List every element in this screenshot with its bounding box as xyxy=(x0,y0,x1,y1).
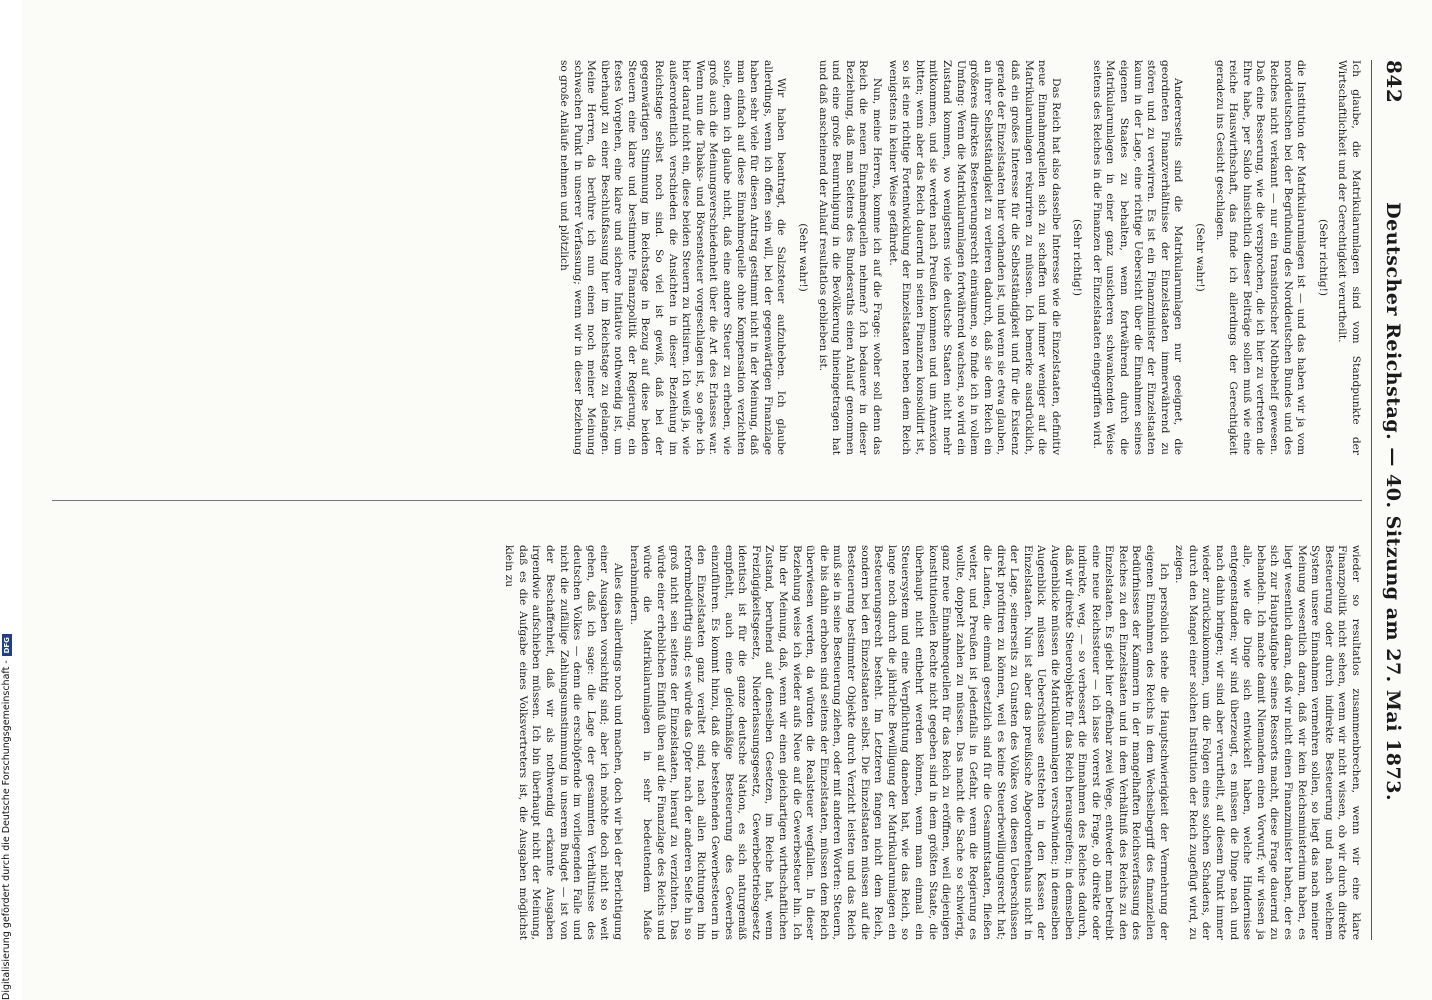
paragraph: Wir haben beantragt, die Salzsteuer aufzuheben. Ich glaube allerdings, wenn ich offen sein will, bei der gegenwärtigen Finanzlage haben sehr viele für diesen Antrag gestimmt nicht in der Meinung, daß man einfach auf diese Einnahmequelle ohne Kompensation verzichten solle, denn ich glaube nicht, daß eine andere Steuer zu erheben, wie groß auch die Meinungsverschiedenheit über die Art des Erlasses war. Wenn nun die Tabaks- und Börsensteuer vorgeschlagen ist, so gehe ich hier darauf nicht ein, diese beiden Steuern zu kritisiren. Ich weiß ja, wie außerordentlich verschieden die Ansichten in dieser Beziehung im Reichstage selbst noch sind. So viel ist gewiß, daß bei der gegenwärtigen Stimmung im Reichstage in Bezug auf diese beiden Steuern eine klare und bestimmte Finanzpolitik der Regierung, ein festes Vorgehen, eine klare und sichere Initiative nothwendig ist, um überhaupt zu einer Beschlußfassung hier im Reichstage zu gelangen. Meine Herren, da berühre ich nun einen noch meiner Meinung schwachen Punkt in unserer Verfassung; wenn wir in dieser Beziehung so große Anläufe nehmen und plötzlich xyxy=(557,60,788,455)
paragraph: wieder so resultatlos zusammenbrechen, wenn wir eine klare Finanzpolitik nicht sehen, wenn wir nicht wissen, ob wir durch direkte Besteuerung oder durch indirekte Besteuerung und nach welchem System unsere Einnahmen vermehren sollen, so liegt das nach meiner Meinung wesentlich daran, daß wir kein Reichsministerium haben, es liegt wesentlich daran, daß wir nicht einen Finanzminister haben, der es sich zur Hauptaufgabe seines Ressorts macht, diese Frage dauernd zu behandeln. Ich mache damit Niemandem einen Vorwurf; wir wissen ja alle, wie die Dinge sich entwickelt haben, welche Hindernisse entgegenstanden; wir sind überzeugt, es müssen die Dinge nach und nach dahin bringen; wir sind aber verurtheilt, auf diesem Punkt immer wieder zurückzukommen, um die Folgen eines solchen Schadens, der durch den Mangel einer solchen Institution der Reich zugefügt wird, zu zeigen. xyxy=(1173,545,1362,940)
paragraph: Nun, meine Herren, komme ich auf die Frage: woher soll denn das Reich die neuen Einnahmequellen nehmen? Ich bedauere in dieser Beziehung, daß man Seitens des Bundesraths einen Anlauf genommen und eine große Beunruhigung in die Bevölkerung hineingetragen hat und daß anscheinend der Anlauf resultatlos geblieben ist. xyxy=(816,60,883,455)
scanned-page xyxy=(22,0,1432,1000)
interjection: (Sehr wahr!) xyxy=(1194,223,1207,292)
running-title: Deutscher Reichstag. — 40. Sitzung am 27. Mai 1873. xyxy=(1382,202,1404,802)
text-column-right xyxy=(52,545,1362,940)
page-number: 842 xyxy=(1382,60,1406,104)
digitization-credit xyxy=(0,610,14,1000)
paragraph: Ich persönlich stehe die Hauptschwierigkeit der Vermehrung der eigenen Einnahmen des Reichs in dem Wechselbegriff des finanziellen Bedürfnisses der Kammern in der mangelhaften Reichsverfassung des Reiches zu den Einzelstaaten und in dem Verhältniß des Reichs zu den Einzelstaaten. Es giebt hier offenbar zwei Wege, entweder man betreibt eine neue Reichssteuer — ich lasse vorerst die Frage, ob direkte oder indirekte, weg, — so verbessert die Einnahmen des Reiches dadurch, daß wir direkte Steuerobjekte für das Reich herausgreifen; in demselben Augenblicke müssen die Matrikularumlagen verschwinden; in demselben Augenblick müssen Ueberschüsse entstehen in den Kassen der Einzelstaaten. Nun ist aber das preußische Abgeordnetenhaus nicht in der Lage, seinerseits zu Gunsten des Volkes von diesen Ueberschüssen direkt profitiren zu können, weil es keine Steuerbewilligungsrecht hat; die Landen, die einmal gesetzlich sind für die Gesammtstaaten, fließen weiter, und Preußen ist jedenfalls in Gefahr, wenn die Regierung es wollte, doppelt zahlen zu müssen. Das macht die Sache so schwierig, ganz neue Einnahmequellen für das Reich zu eröffnen, weil diejenigen konstitutionellen Rechte nicht gegeben sind in dem größten Staate, die überhaupt nicht entbehrt werden können, wenn man einmal ein Steuersystem und eine Verpflichtung daneben hat, wie das Reich, so lange noch durch die jährliche Bewilligung der Matrikularumlagen ein Besteuerungsrecht besteht. Im Letzteren fangen nicht dem Reich, sondern bei den Einzelstaaten selbst. Die Einzelstaaten müssen auf die Besteuerung bestimmter Objekte durch Verzicht leisten und das Reich muß sie in seine Besteuerung ziehen, oder mit anderen Worten: Steuern, die bis dahin erhoben sind seitens der Einzelstaaten, müssen dem Reich überwiesen werden, da würden die Realsteuer wegfallen. In dieser Beziehung weise ich wieder aufs Neue auf die Gewerbesteuer hin. Ich bin der Meinung, daß, wenn wir einen gleichartigen wirthschaftlichen Zustand, beruhend auf denselben Gesetzen, im Reiche hat, wenn Freizügigkeitsgesetz, Niederlassungsgesetz, Gewerbebetriebsgesetz identisch ist für die ganze deutsche Nation, es sich naturgemäß empfiehlt, auch eine gleichmäßige Besteuerung des Gewerbes einzuführen. Es kommt hinzu, daß die bestehenden Gewerbesteuern in den Einzelstaaten ganz veraltet sind, nach allen Richtungen hin reformbedürftig sind; es würde das Opfer nach der anderen Seite hin so groß nicht sein seitens der Einzelstaaten, hierauf zu verzichten. Das würde einer erheblichen Einfluß üben auf die Finanzlage des Reichs und würde die Matrikularumlagen in sehr bedeutendem Maße herabmindern. xyxy=(627,545,1170,940)
interjection: (Sehr richtig!) xyxy=(1071,219,1084,296)
paragraph: Alles dies allerdings noch und machen, doch wir bei der Berichtigung einer Ausgaben vorsichtig sind; aber ich möchte doch nicht so weit gehen, daß ich sage: die Lage der gesammten Verhältnisse des deutschen Volkes — denn die erschöpfende im vorliegenden Falle und nicht die zufällige Zahlungsumstimmung in unserem Budget — ist von der Beschaffenheit, daß wir als nothwendig erkannte Ausgaben irgendwie aufschieben müssen. Ich bin überhaupt nicht der Meinung, daß es die Aufgabe eines Volksvertreters ist, die Ausgaben möglichst klein zu xyxy=(503,545,624,940)
dfg-logo: DFG xyxy=(2,634,12,656)
page-header xyxy=(1371,60,1406,940)
text-column-left xyxy=(52,60,1362,455)
credit-text: Digitalisierung gefördert durch die Deutsche Forschungsgemeinschaft - xyxy=(1,660,12,1000)
column-divider xyxy=(52,500,1362,501)
interjection: (Sehr wahr!) xyxy=(797,223,810,292)
paragraph: die Institution der Matrikularumlagen ist — und das haben wir ja vom norddeutschen bei der Begründung des Norddeutschen Bundes und des Reiches nicht verkannt — nur ein transitorischer Nothbehelf gewesen. Daß eine Besserung, wie die versprochen, die ich hier zu vertreten die Ehre habe, per Saldo hinsichtlich dieser Beiträge sollen muß wie eine reiche Hauswirthschaft, das finde ich allerdings der Gerechtigkeit geradezu ins Gesicht geschlagen. xyxy=(1213,60,1308,455)
paragraph: Andererseits sind die Matrikularumlagen nur geeignet, die geordneten Finanzverhältnisse der Einzelstaaten immerwährend zu stören und zu verwirren. Es ist ein Finanzminister der Einzelstaaten kaum in der Lage, eine richtige Uebersicht über die Einnahmen seines eigenen Staates zu behalten, wenn fortwährend durch die Matrikularumlagen in einer ganz unsicheren schwankenden Weise seitens des Reiches in die Finanzen der Einzelstaaten eingegriffen wird. xyxy=(1090,60,1185,455)
paragraph: Ich glaube, die Matrikularumlagen sind vom Standpunkte der Wirtschaftlichkeit und der Gerechtigkeit verurtheilt. xyxy=(1336,60,1362,455)
interjection: (Sehr richtig!) xyxy=(1316,219,1329,296)
paragraph: Das Reich hat also dasselbe Interesse wie die Einzelstaaten, definitiv neue Einnahmequellen sich zu schaffen und immer weniger auf die Matrikularumlagen rekurriren zu müssen. Ich bemerke ausdrücklich, daß ein großes Interesse für die Selbstständigkeit und für die Existenz gerade der Einzelstaaten hier vorhanden ist, und wenn sie etwa glauben, an ihrer Selbstständigkeit zu verlieren dadurch, daß sie dem Reich ein größeres direktes Besteuerungsrecht einräumen, so finde ich in vollem Umfang: Wenn die Matrikularumlagen fortwährend wachsen, so wird ein Zustand kommen, wo wenigstens viele deutsche Staaten nicht mehr mitkommen, und sie werden nach Preußen kommen und um Annexion bitten; wenn aber das Reich dauernd in seinen Finanzen konsolidirt ist, so ist eine richtige Fortentwicklung der Einzelstaaten neben dem Reich wenigstens in keiner Weise gefährdet. xyxy=(886,60,1062,455)
